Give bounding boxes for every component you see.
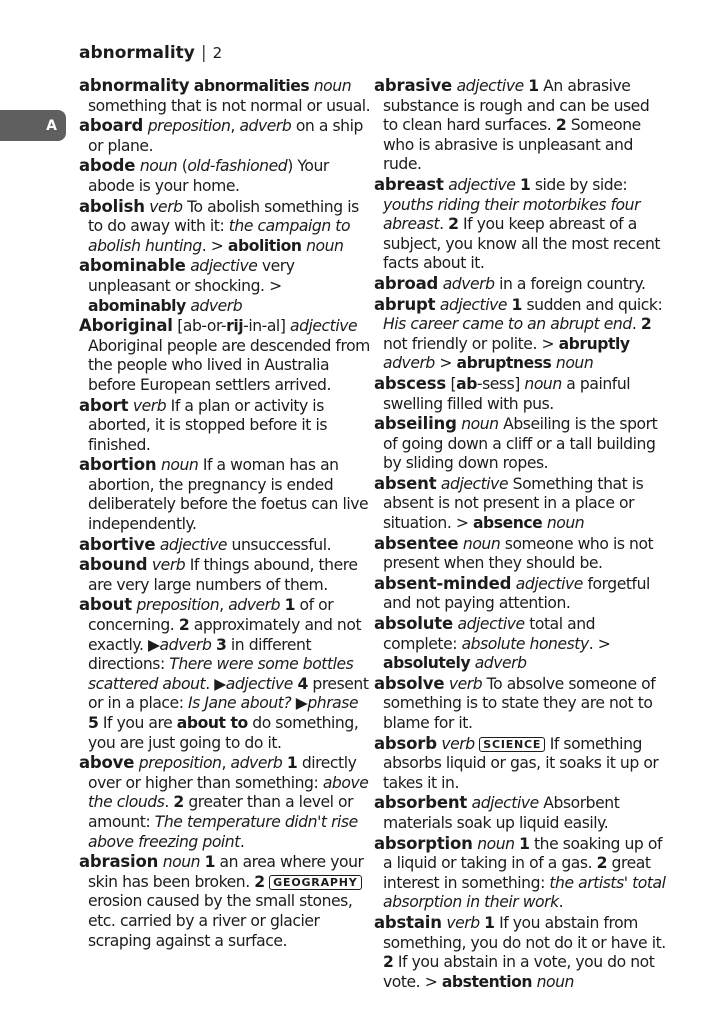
sense-number: 2 bbox=[383, 953, 394, 972]
definition-text: If something absorbs liquid or gas, it soaks it up or takes it in. bbox=[383, 734, 659, 792]
sense-number: 1 bbox=[528, 77, 539, 95]
part-of-speech: verb bbox=[448, 674, 483, 693]
part-of-speech: adverb bbox=[442, 274, 495, 293]
part-of-speech: verb bbox=[132, 396, 167, 415]
sense-number: 2 bbox=[448, 215, 459, 234]
definition-text: . bbox=[558, 893, 564, 912]
entry-absolute bbox=[374, 614, 666, 674]
definition-text: If things abound, there are very large numbers of them. bbox=[88, 556, 358, 594]
entry-about bbox=[79, 595, 371, 753]
bold-term: abnormalities bbox=[193, 77, 310, 95]
definition-text: ) Your abode is your home. bbox=[88, 157, 329, 195]
example-text: above the clouds bbox=[88, 773, 369, 812]
thumb-tab-letter: A bbox=[46, 117, 57, 134]
headword: abominable bbox=[79, 256, 186, 276]
example-text: Is Jane about? bbox=[188, 694, 292, 713]
headword: abreast bbox=[374, 174, 444, 194]
definition-text: side by side: bbox=[530, 175, 628, 194]
definition-text: erosion caused by the small stones, etc. carried by a river or glacier scraping against a surface. bbox=[88, 892, 353, 950]
sense-number: 1 bbox=[519, 834, 530, 853]
sense-number: 1 bbox=[286, 754, 298, 773]
headword: abound bbox=[79, 555, 148, 575]
sense-number: 1 bbox=[204, 853, 216, 872]
definition-text: > bbox=[434, 354, 457, 373]
definition-text: If a woman has an abortion, the pregnancy is ended deliberately before the foetus can live independently. bbox=[88, 456, 369, 534]
left-column bbox=[79, 76, 371, 951]
definition-text: present or in a place: bbox=[88, 674, 369, 713]
definition-text: . bbox=[239, 832, 245, 851]
definition-text: on a ship or plane. bbox=[88, 117, 363, 155]
part-of-speech: noun bbox=[461, 415, 499, 434]
part-of-speech: noun bbox=[462, 534, 501, 553]
definition-text: . bbox=[164, 793, 174, 812]
sense-number: 1 bbox=[284, 596, 295, 615]
definition-text: If you abstain in a vote, you do not vote. > bbox=[383, 953, 655, 991]
part-of-speech: verb bbox=[446, 913, 480, 932]
headword: absolve bbox=[374, 673, 445, 693]
bold-term: about to bbox=[176, 714, 248, 732]
headword: abortive bbox=[79, 534, 156, 554]
sense-number: 5 bbox=[88, 714, 99, 732]
definition-text: . ▶ bbox=[205, 674, 226, 693]
sense-number: 4 bbox=[297, 674, 308, 693]
part-of-speech: verb bbox=[441, 734, 475, 753]
part-of-speech: adverb bbox=[383, 354, 435, 373]
right-column bbox=[374, 76, 666, 992]
running-header bbox=[79, 43, 222, 63]
definition-text: If you are bbox=[98, 714, 177, 732]
sense-number: 2 bbox=[555, 116, 567, 135]
part-of-speech: adjective bbox=[471, 794, 539, 813]
sense-number: 1 bbox=[519, 175, 531, 194]
part-of-speech: noun bbox=[546, 514, 585, 533]
entry-abrasive bbox=[374, 76, 666, 175]
part-of-speech: noun bbox=[524, 374, 562, 393]
definition-text: forgetful and not paying attention. bbox=[383, 574, 650, 613]
definition-text: greater than a level or amount: bbox=[88, 793, 354, 831]
part-of-speech: adjective bbox=[289, 317, 358, 336]
part-of-speech: adverb bbox=[190, 296, 243, 315]
part-of-speech: adjective bbox=[159, 535, 228, 554]
headword: abode bbox=[79, 156, 136, 176]
entry-abstain bbox=[374, 913, 666, 992]
headword: abolish bbox=[79, 196, 145, 216]
part-of-speech: preposition bbox=[138, 754, 222, 773]
headword: aboard bbox=[79, 116, 144, 136]
bold-term: abstention bbox=[441, 972, 533, 991]
part-of-speech: adjective bbox=[456, 77, 524, 95]
entry-abominable bbox=[79, 256, 371, 316]
part-of-speech: adverb bbox=[230, 754, 283, 773]
headword: abort bbox=[79, 395, 129, 415]
part-of-speech: adverb bbox=[474, 654, 527, 673]
entry-absorbent bbox=[374, 793, 666, 833]
headword: abroad bbox=[374, 273, 439, 293]
definition-text: If you keep abreast of a subject, you know all the most recent facts about it. bbox=[383, 215, 661, 273]
entry-abound bbox=[79, 555, 371, 595]
definition-text: an area where your skin has been broken. bbox=[88, 853, 364, 891]
definition-text: Absorbent materials soak up liquid easily. bbox=[383, 794, 620, 832]
entry-absent-minded bbox=[374, 574, 666, 614]
part-of-speech: noun bbox=[313, 77, 352, 95]
headword: absentee bbox=[374, 533, 459, 553]
definition-text: very unpleasant or shocking. > bbox=[88, 257, 295, 295]
headword: abortion bbox=[79, 455, 157, 475]
entry-abseiling bbox=[374, 414, 666, 474]
entry-absent bbox=[374, 474, 666, 534]
definition-text: -in-al] bbox=[243, 317, 290, 336]
sense-number: 2 bbox=[596, 854, 607, 873]
bold-term: absolutely bbox=[383, 654, 471, 673]
definition-text: . > bbox=[201, 236, 228, 255]
definition-text: directly over or higher than something: bbox=[88, 754, 357, 792]
letter-thumb-tab bbox=[0, 110, 66, 141]
part-of-speech: adjective bbox=[225, 674, 293, 693]
part-of-speech: noun bbox=[477, 834, 515, 853]
bold-term: abruptly bbox=[558, 334, 630, 353]
definition-text: ▶ bbox=[291, 694, 308, 713]
headword: absent-minded bbox=[374, 573, 512, 593]
entry-abortion bbox=[79, 455, 371, 534]
sense-number: 2 bbox=[173, 793, 184, 812]
definition-text: the soaking up of a liquid or taking in of a gas. bbox=[383, 834, 663, 873]
part-of-speech: adjective bbox=[440, 474, 509, 493]
example-text: youths riding their motorbikes four abreast bbox=[383, 195, 641, 234]
headword: abrasive bbox=[374, 76, 453, 95]
part-of-speech: noun bbox=[536, 972, 574, 991]
example-text: the campaign to abolish hunting bbox=[88, 217, 351, 255]
part-of-speech: noun bbox=[306, 236, 344, 255]
entry-absentee bbox=[374, 534, 666, 574]
sense-number: 2 bbox=[178, 616, 190, 635]
headword: Aboriginal bbox=[79, 316, 173, 336]
definition-text: do something, you are just going to do it. bbox=[88, 714, 359, 752]
definition-text: If a plan or activity is aborted, it is stopped before it is finished. bbox=[88, 396, 328, 454]
definition-text: Abseiling is the sport of going down a cliff or a tall building by sliding down ropes. bbox=[383, 415, 658, 473]
example-text: the artists' total absorption in their work bbox=[383, 873, 666, 912]
part-of-speech: preposition bbox=[136, 596, 220, 615]
headword: abscess bbox=[374, 373, 446, 393]
part-of-speech: noun bbox=[555, 354, 594, 373]
definition-text: To absolve someone of something is to state they are not to blame for it. bbox=[383, 674, 656, 732]
headword: absorb bbox=[374, 733, 437, 753]
definition-text: , bbox=[219, 596, 229, 615]
definition-text: sudden and quick: bbox=[521, 295, 663, 314]
headword: abstain bbox=[374, 912, 442, 932]
bold-term: abruptness bbox=[456, 354, 552, 373]
part-of-speech: verb bbox=[149, 197, 183, 216]
definition-text: . bbox=[439, 215, 449, 234]
part-of-speech: adverb bbox=[239, 117, 292, 136]
part-of-speech: noun bbox=[160, 456, 199, 475]
definition-text: Something that is absent is not present in a place or situation. > bbox=[383, 474, 644, 533]
entry-above bbox=[79, 753, 371, 852]
entry-abrasion bbox=[79, 852, 371, 951]
bold-term: rij bbox=[226, 317, 244, 336]
entry-abolish bbox=[79, 197, 371, 257]
headword: abrupt bbox=[374, 294, 436, 314]
definition-text: in different directions: bbox=[88, 635, 312, 674]
headword: absorbent bbox=[374, 793, 468, 813]
definition-text: in a foreign country. bbox=[494, 274, 646, 293]
sense-number: 3 bbox=[215, 635, 227, 654]
subject-label: GEOGRAPHY bbox=[269, 875, 361, 890]
definition-text: Aboriginal people are descended from the people who lived in Australia before European settlers arrived. bbox=[88, 336, 370, 394]
definition-text: , bbox=[221, 754, 231, 773]
part-of-speech: noun bbox=[139, 157, 178, 176]
entry-abroad bbox=[374, 274, 666, 295]
bold-term: absence bbox=[472, 514, 543, 533]
definition-text: -sess] bbox=[476, 374, 525, 393]
example-text: absolute honesty bbox=[461, 634, 589, 653]
definition-text: . bbox=[631, 315, 641, 334]
entry-abscess bbox=[374, 374, 666, 414]
definition-text: ( bbox=[177, 157, 188, 176]
definition-text: something that is not normal or usual. bbox=[88, 96, 371, 115]
headword: absorption bbox=[374, 833, 473, 853]
sense-number: 1 bbox=[484, 913, 495, 932]
headword: above bbox=[79, 753, 135, 773]
part-of-speech: adverb bbox=[159, 635, 212, 654]
definition-text: of or concerning. bbox=[88, 596, 334, 635]
part-of-speech: noun bbox=[162, 853, 201, 872]
definition-text: . > bbox=[588, 634, 611, 653]
part-of-speech: old-fashioned bbox=[187, 157, 288, 176]
entry-abreast bbox=[374, 175, 666, 274]
headword: abrasion bbox=[79, 852, 159, 872]
definition-text: someone who is not present when they should be. bbox=[383, 534, 654, 573]
example-text: The temperature didn't rise above freezing point bbox=[88, 812, 358, 851]
headword: about bbox=[79, 595, 132, 615]
sense-number: 1 bbox=[511, 295, 522, 314]
headword: absent bbox=[374, 473, 437, 493]
part-of-speech: phrase bbox=[307, 694, 359, 713]
part-of-speech: adjective bbox=[448, 175, 516, 194]
example-text: His career came to an abrupt end bbox=[383, 315, 632, 334]
part-of-speech: preposition bbox=[147, 117, 231, 136]
part-of-speech: adjective bbox=[439, 295, 508, 314]
definition-text: If you abstain from something, you do not do it or have it. bbox=[383, 913, 666, 952]
definition-text: An abrasive substance is rough and can be used to clean hard surfaces. bbox=[383, 77, 650, 135]
bold-term: ab bbox=[456, 374, 477, 393]
headword: abnormality bbox=[79, 76, 190, 95]
definition-text: , bbox=[230, 117, 240, 136]
part-of-speech: adjective bbox=[515, 574, 583, 593]
sense-number: 2 bbox=[254, 872, 265, 891]
header-separator: | bbox=[200, 43, 207, 63]
entry-abode bbox=[79, 156, 371, 196]
definition-text: total and complete: bbox=[383, 615, 596, 653]
entry-abortive bbox=[79, 535, 371, 556]
part-of-speech: adjective bbox=[190, 257, 258, 276]
part-of-speech: adjective bbox=[457, 615, 525, 634]
bold-term: abominably bbox=[88, 296, 186, 315]
definition-text: a painful swelling filled with pus. bbox=[383, 374, 631, 413]
definition-text: approximately and not exactly. ▶ bbox=[88, 616, 362, 654]
definition-text: not friendly or polite. > bbox=[383, 334, 559, 353]
entry-abort bbox=[79, 396, 371, 456]
running-headword: abnormality bbox=[79, 43, 195, 63]
definition-text: [ab-or- bbox=[172, 317, 227, 336]
subject-label: SCIENCE bbox=[479, 737, 545, 752]
sense-number: 2 bbox=[640, 315, 652, 334]
entry-abrupt bbox=[374, 295, 666, 374]
definition-text: unsuccessful. bbox=[227, 535, 332, 554]
entry-abnormality bbox=[79, 76, 371, 116]
headword: absolute bbox=[374, 614, 453, 634]
entry-absolve bbox=[374, 674, 666, 734]
entry-absorption bbox=[374, 834, 666, 913]
definition-text: Someone who is abrasive is unpleasant and rude. bbox=[383, 116, 641, 174]
part-of-speech: adverb bbox=[228, 596, 281, 615]
entry-aboriginal bbox=[79, 316, 371, 395]
example-text: There were some bottles scattered about bbox=[88, 655, 354, 693]
definition-text: [ bbox=[445, 374, 457, 393]
page-number: 2 bbox=[212, 44, 223, 62]
bold-term: abolition bbox=[227, 236, 302, 255]
headword: abseiling bbox=[374, 414, 457, 434]
definition-text: To abolish something is to do away with it: bbox=[88, 197, 359, 236]
definition-text: great interest in something: bbox=[383, 854, 651, 892]
entry-absorb bbox=[374, 734, 666, 794]
part-of-speech: verb bbox=[151, 556, 186, 575]
entry-aboard bbox=[79, 116, 371, 156]
